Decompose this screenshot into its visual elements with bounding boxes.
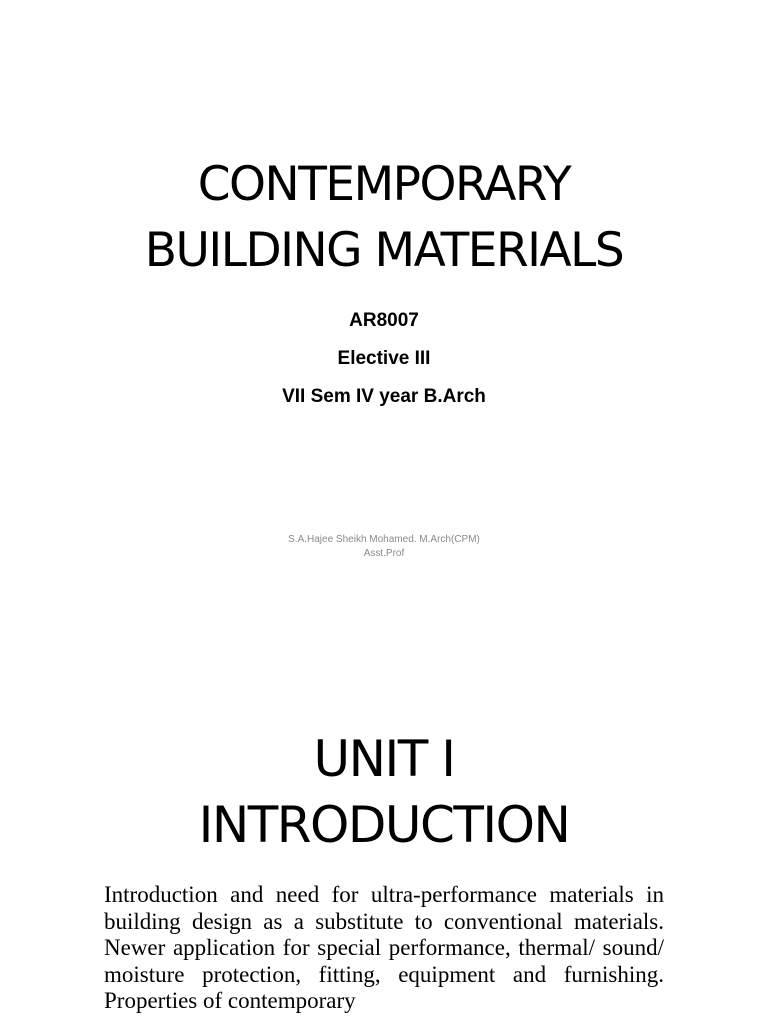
semester-label: VII Sem IV year B.Arch <box>282 386 486 407</box>
unit-slide <box>0 700 768 1024</box>
unit-title <box>0 726 768 858</box>
elective-label: Elective III <box>337 348 431 369</box>
author-name: S.A.Hajee Sheikh Mohamed. M.Arch(CPM) <box>288 534 480 545</box>
course-info <box>0 302 768 416</box>
title-line-2: BUILDING MATERIALS <box>144 223 624 278</box>
unit-number: UNIT I <box>313 730 455 788</box>
title-line-1: CONTEMPORARY <box>197 157 571 212</box>
page-title <box>0 152 768 284</box>
unit-name: INTRODUCTION <box>198 796 570 854</box>
author-info <box>0 533 768 561</box>
course-code: AR8007 <box>349 310 419 331</box>
unit-description: Introduction and need for ultra-performance materials in building design as a substitute to conventional materials. Newer application for special performance, thermal/ sound/ moisture protection, fitting, equipment and furnishing. Properties of contemporary <box>104 882 664 1013</box>
author-position: Asst.Prof <box>363 548 405 559</box>
